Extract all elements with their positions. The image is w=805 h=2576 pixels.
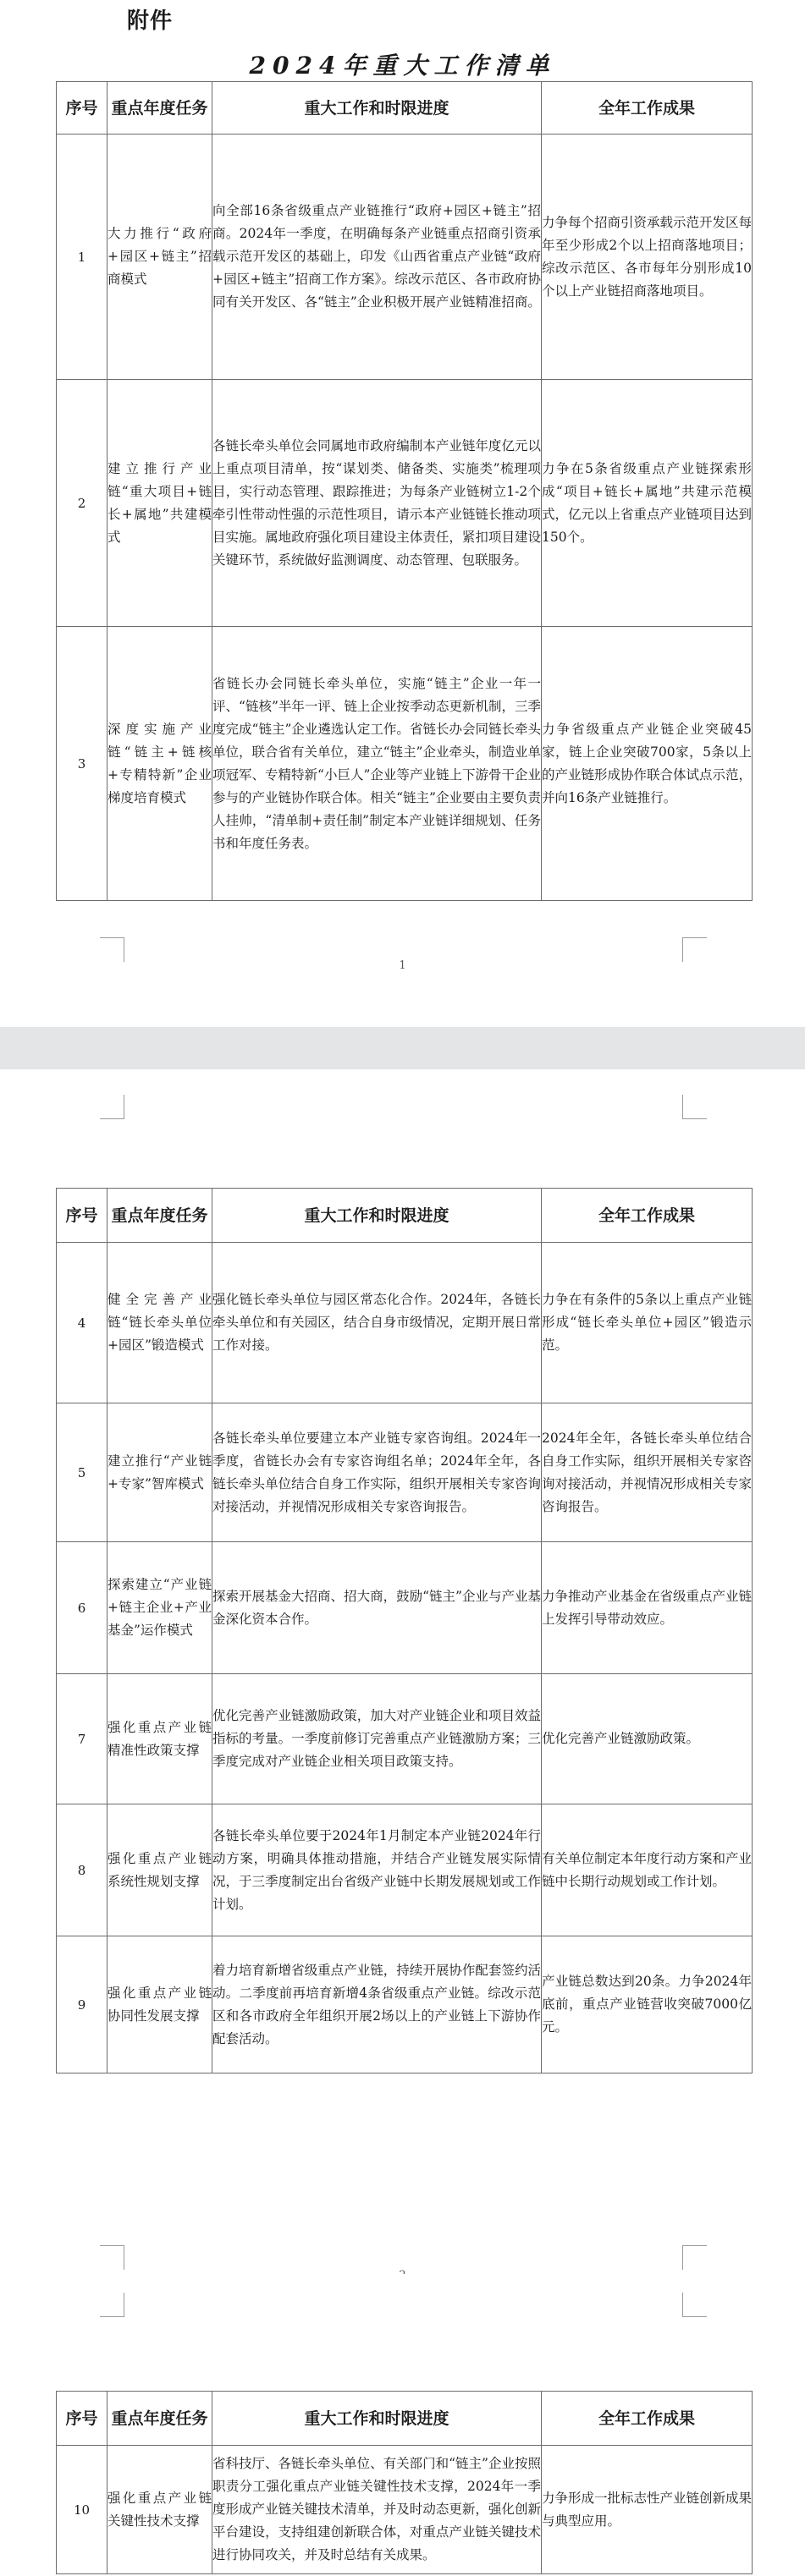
- row-no: 7: [57, 1674, 108, 1804]
- document-title: 2024年重大工作清单: [249, 52, 556, 80]
- table-row: [57, 1403, 753, 1542]
- row-result: 产业链总数达到20条。力争2024年底前，重点产业链营收突破7000亿元。: [542, 1936, 753, 2073]
- row-work: 着力培育新增省级重点产业链，持续开展协作配套签约活动。二季度前再培育新增4条省级重点产业链。综改示范区和各市政府全年组织开展2场以上的产业链上下游协作配套活动。: [212, 1936, 542, 2073]
- crop-mark: [100, 2293, 124, 2317]
- row-task: 强化重点产业链关键性技术支撑: [108, 2446, 212, 2574]
- table-row: [57, 1674, 753, 1804]
- row-task: 深度实施产业链“链主+链核+专精特新”企业梯度培育模式: [108, 627, 212, 901]
- row-result: 力争在有条件的5条以上重点产业链形成“链长牵头单位+园区”锻造示范。: [542, 1243, 753, 1403]
- crop-mark: [682, 1095, 707, 1119]
- header-work: 重大工作和时限进度: [212, 2392, 542, 2446]
- row-work: 优化完善产业链激励政策，加大对产业链企业和项目效益指标的考量。一季度前修订完善重点产业链激励方案；三季度完成对产业链企业相关项目政策支持。: [212, 1674, 542, 1804]
- row-result: 力争在5条省级重点产业链探索形成“项目+链长+属地”共建示范模式，亿元以上省重点产业链项目达到150个。: [542, 380, 753, 627]
- header-no: 序号: [57, 82, 108, 135]
- row-task: 强化重点产业链精准性政策支撑: [108, 1674, 212, 1804]
- header-result: 全年工作成果: [542, 82, 753, 135]
- table-row: [57, 1542, 753, 1674]
- row-work: 省科技厅、各链长牵头单位、有关部门和“链主”企业按照职责分工强化重点产业链关键性技术支撑，2024年一季度形成产业链关键技术清单，并及时动态更新，强化创新平台建设，支持组建创新联合体，对重点产业链关键技术进行协同攻关，并及时总结有关成果。: [212, 2446, 542, 2574]
- table-row: [57, 1243, 753, 1403]
- row-task: 建立推行产业链“重大项目+链长+属地”共建模式: [108, 380, 212, 627]
- task-table-page-3: [56, 2391, 753, 2574]
- row-result: 力争省级重点产业链企业突破45家，链上企业突破700家，5条以上的产业链形成协作联合体试点示范，并向16条产业链推行。: [542, 627, 753, 901]
- row-no: 5: [57, 1403, 108, 1542]
- row-result: 有关单位制定本年度行动方案和产业链中长期行动规划或工作计划。: [542, 1804, 753, 1936]
- row-result: 力争推动产业基金在省级重点产业链上发挥引导带动效应。: [542, 1542, 753, 1674]
- row-result: 优化完善产业链激励政策。: [542, 1674, 753, 1804]
- table-row: [57, 2446, 753, 2574]
- header-no: 序号: [57, 2392, 108, 2446]
- page-number: 1: [399, 959, 406, 972]
- row-no: 1: [57, 135, 108, 380]
- row-no: 9: [57, 1936, 108, 2073]
- row-result: 力争形成一批标志性产业链创新成果与典型应用。: [542, 2446, 753, 2574]
- row-work: 各链长牵头单位要建立本产业链专家咨询组。2024年一季度，省链长办会有专家咨询组名单；2024年全年，各链长牵头单位结合自身工作实际，组织开展相关专家咨询对接活动，并视情况形成相关专家咨询报告。: [212, 1403, 542, 1542]
- table-row: [57, 135, 753, 380]
- table-row: [57, 1936, 753, 2073]
- header-result: 全年工作成果: [542, 1189, 753, 1243]
- row-work: 强化链长牵头单位与园区常态化合作。2024年，各链长牵头单位和有关园区，结合自身市级情况，定期开展日常工作对接。: [212, 1243, 542, 1403]
- row-no: 3: [57, 627, 108, 901]
- crop-mark: [682, 2293, 707, 2317]
- row-task: 强化重点产业链协同性发展支撑: [108, 1936, 212, 2073]
- row-result: 2024年全年，各链长牵头单位结合自身工作实际，组织开展相关专家咨询对接活动，并视情况形成相关专家咨询报告。: [542, 1403, 753, 1542]
- header-task: 重点年度任务: [108, 82, 212, 135]
- table-header-row: [57, 82, 753, 135]
- table-header-row: [57, 1189, 753, 1243]
- row-no: 8: [57, 1804, 108, 1936]
- crop-mark: [100, 1095, 124, 1119]
- row-no: 4: [57, 1243, 108, 1403]
- page-1: [0, 0, 805, 1027]
- table-row: [57, 1804, 753, 1936]
- header-no: 序号: [57, 1189, 108, 1243]
- header-work: 重大工作和时限进度: [212, 82, 542, 135]
- page-3: [0, 2274, 805, 2576]
- row-no: 10: [57, 2446, 108, 2574]
- table-header-row: [57, 2392, 753, 2446]
- header-task: 重点年度任务: [108, 1189, 212, 1243]
- row-task: 建立推行“产业链+专家”智库模式: [108, 1403, 212, 1542]
- row-work: 省链长办会同链长牵头单位，实施“链主”企业一年一评、“链核”半年一评、链上企业按季动态更新机制，三季度完成“链主”企业遴选认定工作。省链长办会同链长牵头单位，联合省有关单位，建立“链主”企业牵头，制造业单项冠军、专精特新“小巨人”企业等产业链上下游骨干企业参与的产业链协作联合体。相关“链主”企业要由主要负责人挂帅，“清单制+责任制”制定本产业链详细规划、任务书和年度任务表。: [212, 627, 542, 901]
- crop-mark: [100, 937, 124, 962]
- attachment-label: 附件: [127, 8, 174, 34]
- header-result: 全年工作成果: [542, 2392, 753, 2446]
- crop-mark: [682, 937, 707, 962]
- header-work: 重大工作和时限进度: [212, 1189, 542, 1243]
- row-task: 探索建立“产业链+链主企业+产业基金”运作模式: [108, 1542, 212, 1674]
- row-task: 大力推行“政府+园区+链主”招商模式: [108, 135, 212, 380]
- row-result: 力争每个招商引资承载示范开发区每年至少形成2个以上招商落地项目；综改示范区、各市每年分别形成10个以上产业链招商落地项目。: [542, 135, 753, 380]
- task-table-page-1: [56, 81, 753, 901]
- task-table-page-2: [56, 1188, 753, 2073]
- crop-mark: [100, 2245, 124, 2270]
- page-2: [0, 1069, 805, 2321]
- row-task: 健全完善产业链“链长牵头单位+园区”锻造模式: [108, 1243, 212, 1403]
- row-work: 探索开展基金大招商、招大商，鼓励“链主”企业与产业基金深化资本合作。: [212, 1542, 542, 1674]
- row-task: 强化重点产业链系统性规划支撑: [108, 1804, 212, 1936]
- row-no: 6: [57, 1542, 108, 1674]
- table-row: [57, 627, 753, 901]
- crop-mark: [682, 2245, 707, 2270]
- header-task: 重点年度任务: [108, 2392, 212, 2446]
- row-work: 各链长牵头单位要于2024年1月制定本产业链2024年行动方案，明确具体推动措施，并结合产业链发展实际情况，于三季度制定出台省级产业链中长期发展规划或工作计划。: [212, 1804, 542, 1936]
- row-no: 2: [57, 380, 108, 627]
- row-work: 各链长牵头单位会同属地市政府编制本产业链年度亿元以上重点项目清单，按“谋划类、储备类、实施类”梳理项目，实行动态管理、跟踪推进；为每条产业链树立1-2个牵引性带动性强的示范性项目，请示本产业链链长推动项目实施。属地政府强化项目建设主体责任，紧扣项目建设关键环节，系统做好监测调度、动态管理、包联服务。: [212, 380, 542, 627]
- row-work: 向全部16条省级重点产业链推行“政府+园区+链主”招商。2024年一季度，在明确每条产业链重点招商引资承载示范开发区的基础上，印发《山西省重点产业链“政府+园区+链主”招商工作方案》。综改示范区、各市政府协同有关开发区、各“链主”企业积极开展产业链精准招商。: [212, 135, 542, 380]
- table-row: [57, 380, 753, 627]
